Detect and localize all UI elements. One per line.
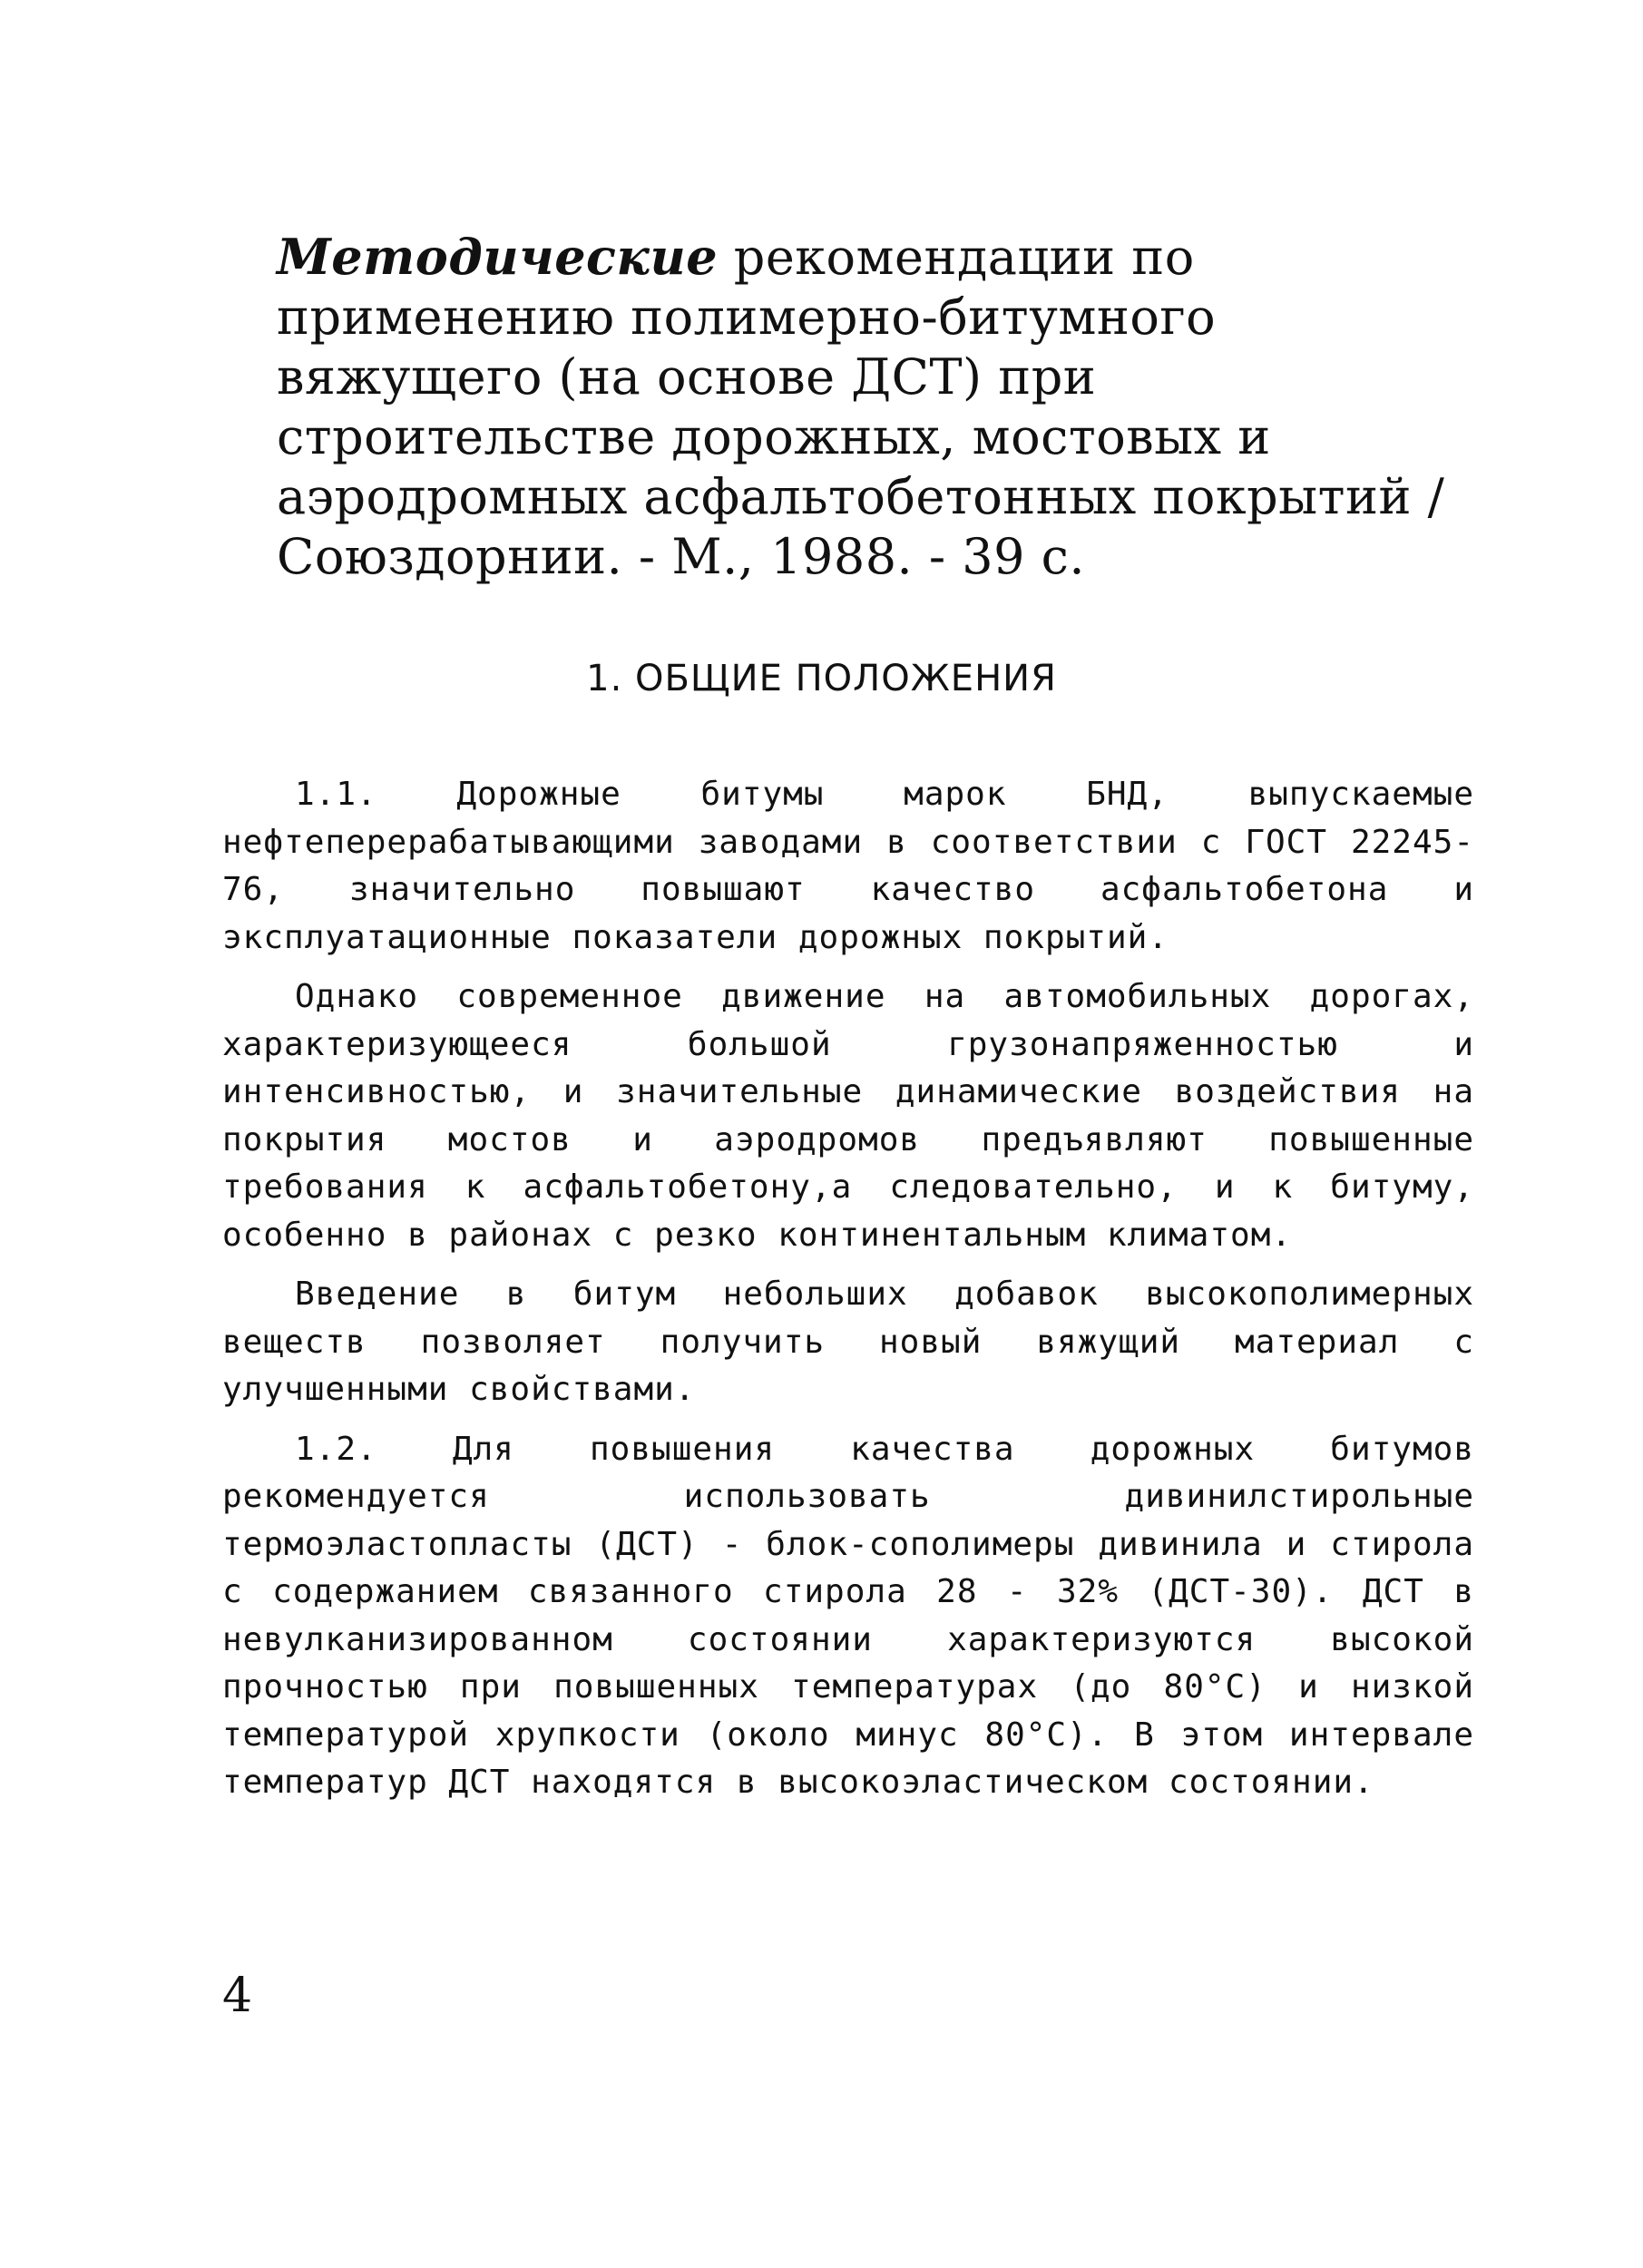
paragraph-1-1: 1.1. Дорожные битумы марок БНД, выпускаемые нефтеперерабатывающими заводами в соответствии с ГОСТ 22245-76, значительно повышают качество асфальтобетона и эксплуатационные показатели дорожных покрытий.	[222, 776, 1474, 956]
section-heading: 1. ОБЩИЕ ПОЛОЖЕНИЯ	[586, 658, 1057, 699]
paragraph-introduction: Введение в битум небольших добавок высокополимерных веществ позволяет получить новый вяжущий материал с улучшенными свойствами.	[222, 1276, 1474, 1408]
citation-lead-word: Методические	[277, 228, 719, 286]
citation-text: рекомендации по применению полимерно-битумного вяжущего (на основе ДСТ) при строительстве дорожных, мостовых и аэродромных асфальтобетонных покрытий / Союздорнии. - М., 1988. - 39 с.	[277, 229, 1445, 585]
page-number: 4	[222, 1969, 253, 2023]
paragraph-however: Однако современное движение на автомобильных дорогах, характеризующееся большой грузонапряженностью и интенсивностью, и значительные динамические воздействия на покрытия мостов и аэродромов предъявляют повышенные требования к асфальтобетону,а следовательно, и к битуму, особенно в районах с резко континентальным климатом.	[222, 978, 1474, 1254]
body-text	[222, 771, 1474, 1819]
paragraph-1-2: 1.2. Для повышения качества дорожных битумов рекомендуется использовать дивинилстирольные термоэластопласты (ДСТ) - блок-сополимеры дивинила и стирола с содержанием связанного стирола 28 - 32% (ДСТ-30). ДСТ в невулканизированном состоянии характеризуются высокой прочностью при повышенных температурах (до 80°С) и низкой температурой хрупкости (около минус 80°С). В этом интервале температур ДСТ находятся в высокоэластическом состоянии.	[222, 1430, 1474, 1801]
bibliographic-citation	[277, 227, 1447, 587]
